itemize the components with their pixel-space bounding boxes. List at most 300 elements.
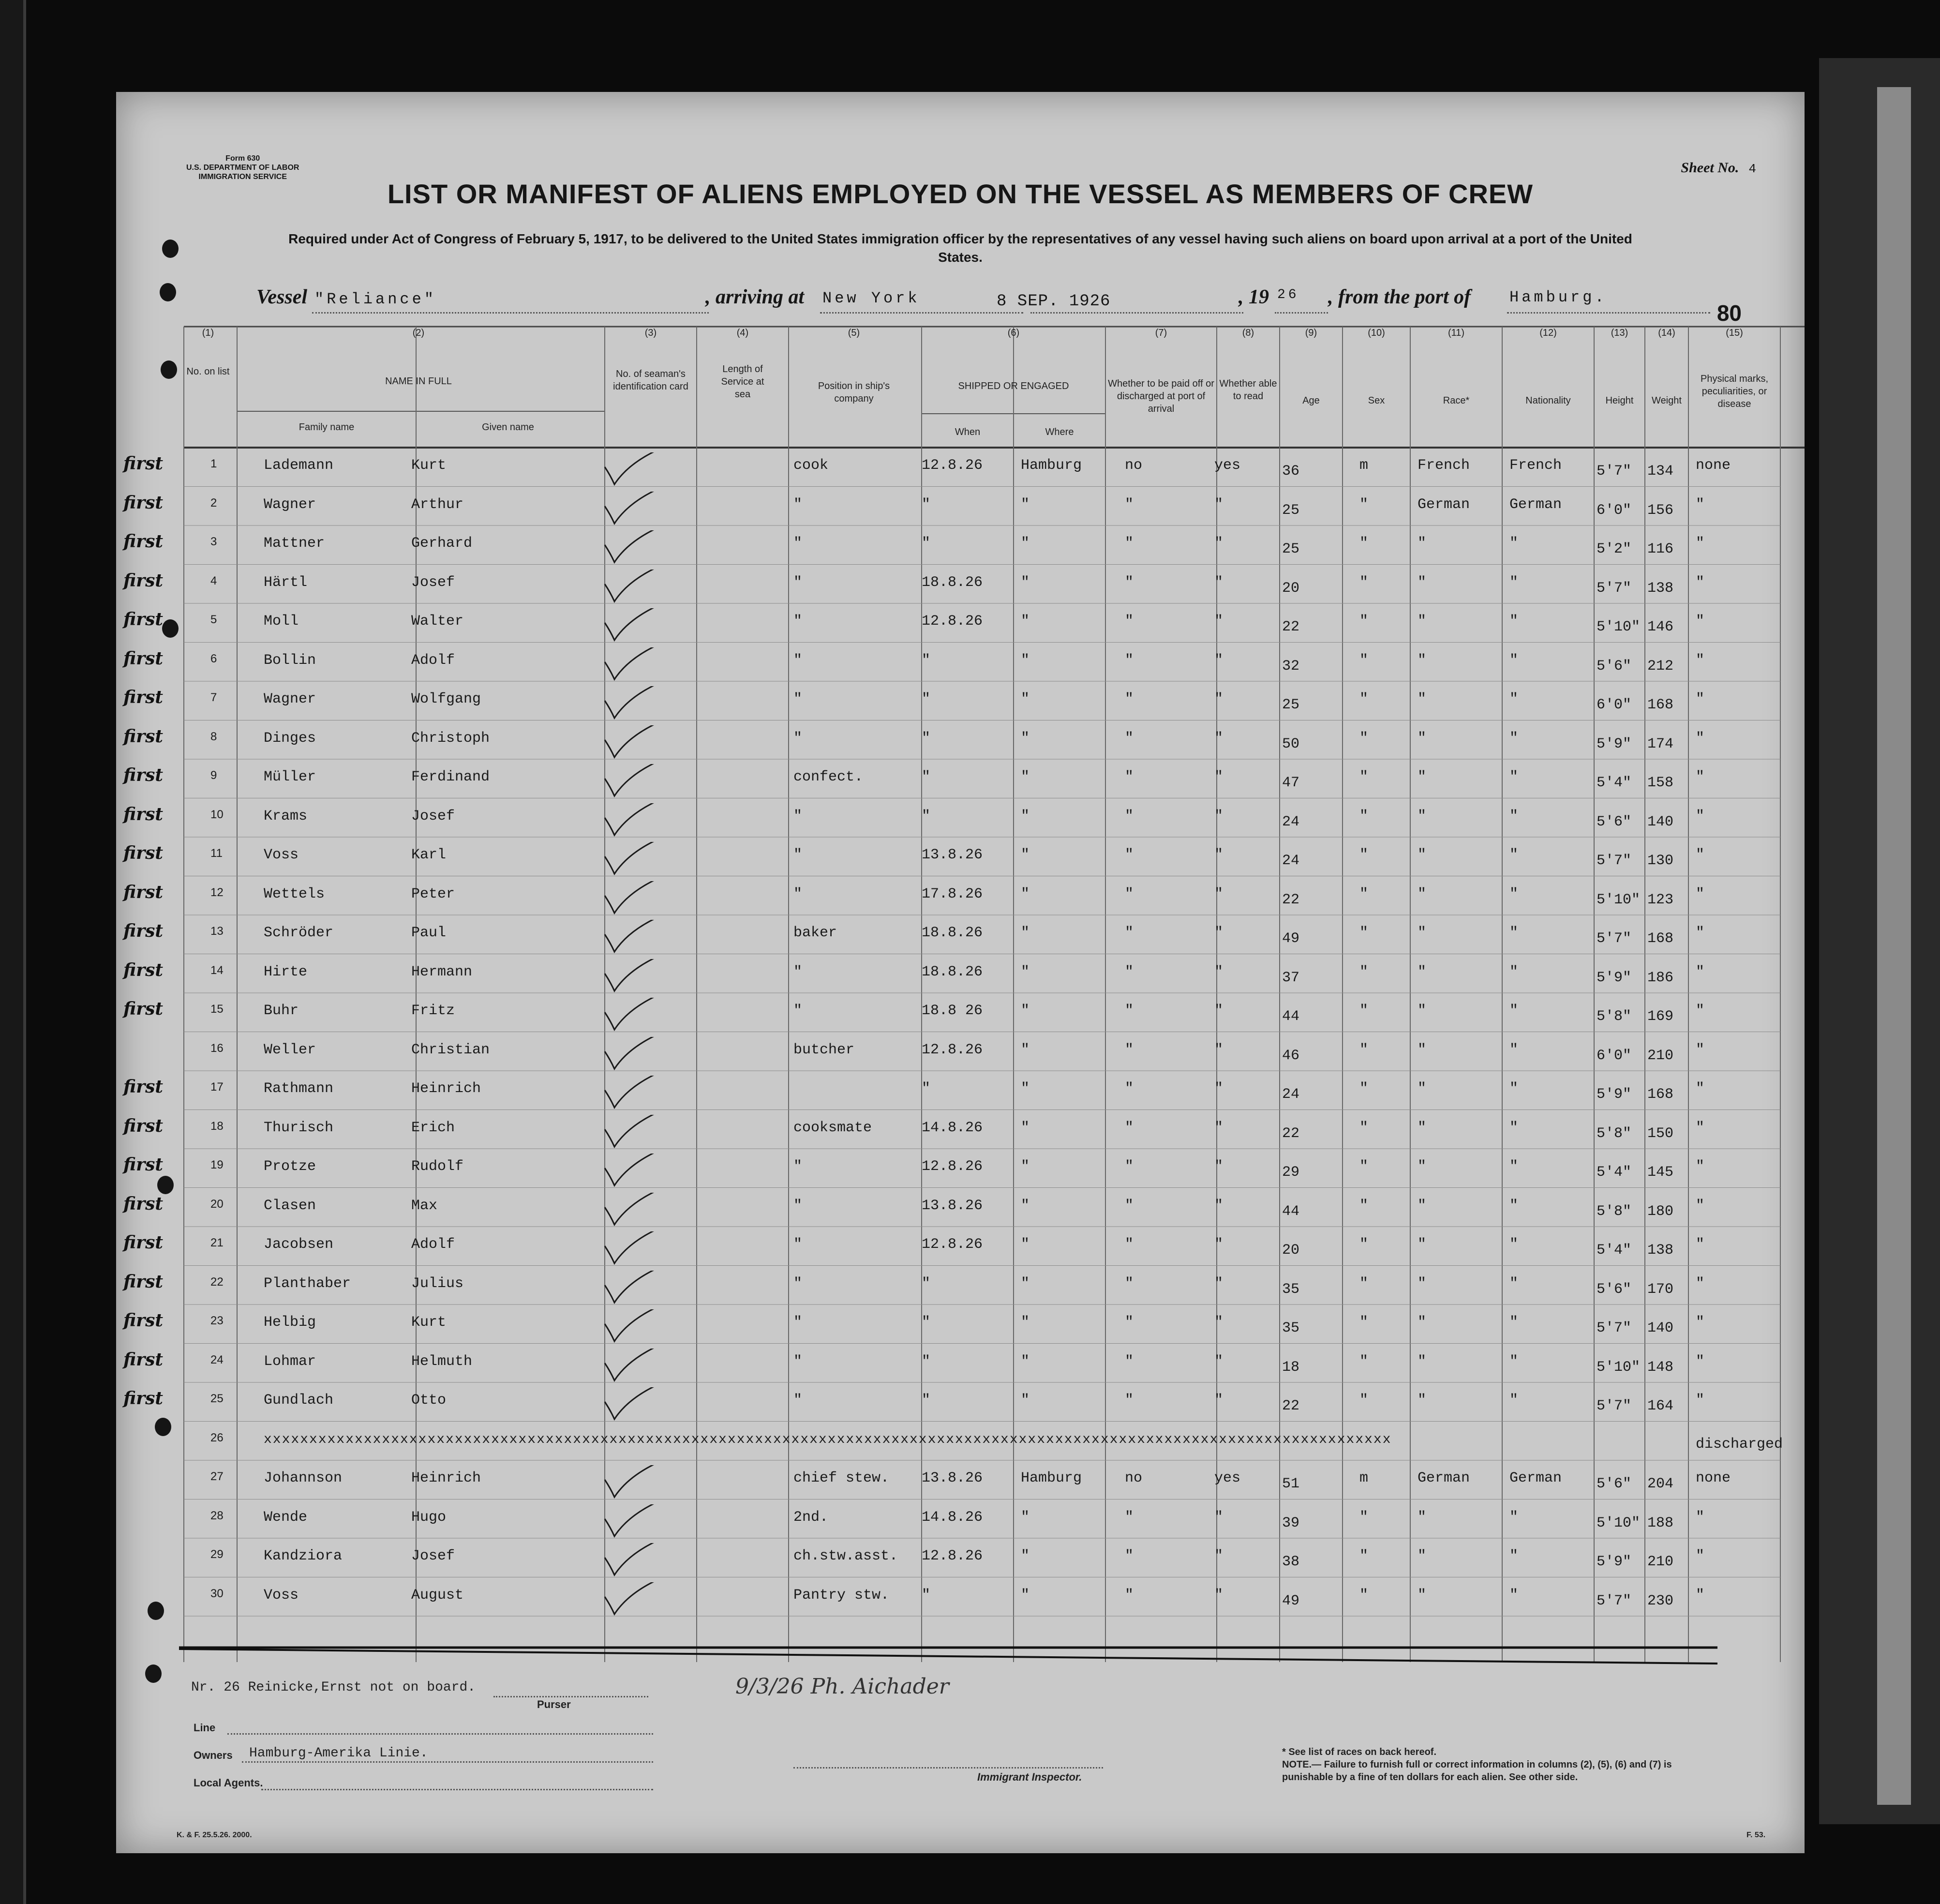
cell-age: 25 <box>1282 697 1300 713</box>
cell-weight: 145 <box>1647 1164 1674 1181</box>
sheet-number <box>1681 160 1756 176</box>
cell-position: " <box>793 730 803 747</box>
cell-when: 12.8.26 <box>922 1041 983 1058</box>
cell-paid: " <box>1125 691 1134 707</box>
cell-race: " <box>1418 574 1427 591</box>
cell-when: 14.8.26 <box>922 1509 983 1526</box>
cell-weight: 138 <box>1647 580 1674 597</box>
cell-given: Karl <box>411 847 447 863</box>
cell-age: 24 <box>1282 1086 1300 1103</box>
cell-race: " <box>1418 1236 1427 1253</box>
cell-where: " <box>1021 1119 1030 1136</box>
cell-nat: French <box>1509 457 1562 474</box>
crew-class-mark: first <box>123 999 164 1019</box>
cell-age: 50 <box>1282 735 1300 752</box>
from-port-label: , from the port of <box>1328 286 1471 308</box>
crew-class-mark: first <box>123 921 164 941</box>
card-checkmark <box>600 920 668 954</box>
binder-hole <box>162 619 179 638</box>
cell-sex: " <box>1359 1236 1369 1253</box>
cell-family: Kandziora <box>264 1548 343 1564</box>
not-on-board-note: Nr. 26 Reinicke,Ernst not on board. <box>191 1680 476 1695</box>
cell-read: " <box>1214 1236 1224 1253</box>
cell-race: " <box>1418 963 1427 980</box>
cell-read: " <box>1214 1158 1224 1175</box>
cell-no: 30 <box>210 1587 224 1600</box>
cell-where: " <box>1021 1041 1030 1058</box>
cell-no: 4 <box>210 574 217 587</box>
card-checkmark <box>600 959 668 993</box>
cell-family: Moll <box>264 613 299 630</box>
cell-no: 12 <box>210 885 224 899</box>
cell-given: Ferdinand <box>411 769 490 785</box>
cell-read: " <box>1214 1509 1224 1526</box>
cell-age: 44 <box>1282 1008 1300 1025</box>
cell-family: Planthaber <box>264 1275 351 1292</box>
cell-read: " <box>1214 1314 1224 1331</box>
card-checkmark <box>600 1076 668 1109</box>
cell-where: " <box>1021 925 1030 941</box>
cell-given: Heinrich <box>411 1470 481 1486</box>
cell-position: " <box>793 885 803 902</box>
cell-where: " <box>1021 535 1030 552</box>
cell-weight: 212 <box>1647 658 1674 675</box>
page-subtitle: Required under Act of Congress of February 5, 1917, to be delivered to the United States immigration officer by the representatives of any vessel having such aliens on board upon arrival at a port of the United States. <box>288 231 1632 265</box>
cell-weight: 168 <box>1647 697 1674 713</box>
cell-marks: " <box>1696 1314 1705 1331</box>
cell-no: 8 <box>210 730 217 743</box>
cell-nat: " <box>1509 730 1519 747</box>
arriving-port: New York <box>822 289 920 307</box>
cell-sex: " <box>1359 1587 1369 1604</box>
card-checkmark <box>600 998 668 1032</box>
card-checkmark <box>600 1154 668 1187</box>
card-checkmark <box>600 1271 668 1304</box>
cell-when: " <box>922 769 931 785</box>
cell-weight: 170 <box>1647 1281 1674 1298</box>
cell-family: Jacobsen <box>264 1236 334 1253</box>
cell-age: 38 <box>1282 1554 1300 1570</box>
cell-read: yes <box>1214 1470 1241 1486</box>
cell-height: 5'4" <box>1597 775 1632 791</box>
card-checkmark <box>600 1349 668 1382</box>
cell-race: " <box>1418 1275 1427 1292</box>
cell-given: Christoph <box>411 730 490 747</box>
cell-nat: " <box>1509 1314 1519 1331</box>
cell-no: 13 <box>210 925 224 938</box>
cell-read: " <box>1214 1003 1224 1019</box>
cell-given: Adolf <box>411 1236 455 1253</box>
cell-read: " <box>1214 691 1224 707</box>
cell-nat: " <box>1509 1392 1519 1409</box>
sheet-value: 4 <box>1748 162 1756 176</box>
cell-weight: 116 <box>1647 541 1674 557</box>
cell-weight: 130 <box>1647 853 1674 869</box>
col-position-number: (5) <box>848 328 860 338</box>
cell-family: Wagner <box>264 691 316 707</box>
cell-weight: 138 <box>1647 1242 1674 1259</box>
cell-position: " <box>793 535 803 552</box>
card-checkmark <box>600 1037 668 1071</box>
manifest-page <box>116 92 1805 1853</box>
cell-no: 14 <box>210 963 224 977</box>
cell-nat: " <box>1509 1236 1519 1253</box>
cell-age: 22 <box>1282 1398 1300 1414</box>
crew-class-mark: first <box>123 453 164 474</box>
binder-hole <box>160 283 176 301</box>
cell-race: " <box>1418 1197 1427 1214</box>
cell-position: " <box>793 1275 803 1292</box>
cell-when: " <box>922 1392 931 1409</box>
cell-when: 18.8.26 <box>922 963 983 980</box>
cell-paid: no <box>1125 457 1143 474</box>
cell-marks: " <box>1696 1080 1705 1097</box>
cell-read: yes <box>1214 457 1241 474</box>
binder-hole <box>157 1176 174 1194</box>
cell-height: 5'2" <box>1597 541 1632 557</box>
table-end-rule <box>179 1649 1717 1664</box>
crew-class-mark: first <box>123 570 164 591</box>
cell-position: " <box>793 808 803 825</box>
cell-paid: " <box>1125 1080 1134 1097</box>
cell-when: 13.8.26 <box>922 1197 983 1214</box>
cell-paid: " <box>1125 1392 1134 1409</box>
cell-when: 12.8.26 <box>922 1548 983 1564</box>
cell-nat: " <box>1509 963 1519 980</box>
cell-where: " <box>1021 730 1030 747</box>
cell-sex: " <box>1359 652 1369 669</box>
cell-where: " <box>1021 1236 1030 1253</box>
cell-where: " <box>1021 769 1030 785</box>
cell-paid: " <box>1125 1548 1134 1564</box>
cell-sex: " <box>1359 1197 1369 1214</box>
cell-family: Thurisch <box>264 1119 334 1136</box>
cell-nat: " <box>1509 691 1519 707</box>
cell-age: 25 <box>1282 541 1300 557</box>
cell-given: Heinrich <box>411 1080 481 1097</box>
col-age-header: Age <box>1302 395 1320 406</box>
cell-position: " <box>793 1392 803 1409</box>
cell-height: 5'10" <box>1597 1359 1641 1376</box>
cell-paid: " <box>1125 1119 1134 1136</box>
cell-position: ch.stw.asst. <box>793 1548 898 1564</box>
cell-family: Härtl <box>264 574 308 591</box>
cell-marks: " <box>1696 574 1705 591</box>
cell-height: 5'7" <box>1597 930 1632 947</box>
cell-sex: " <box>1359 885 1369 902</box>
inspector-signature: 9/3/26 Ph. Aichader <box>735 1674 949 1699</box>
local-agents-label: Local Agents. <box>194 1777 263 1789</box>
cell-family: Hirte <box>264 963 308 980</box>
cell-given: Christian <box>411 1041 490 1058</box>
cell-position: " <box>793 1353 803 1370</box>
crew-class-mark: first <box>123 765 164 785</box>
cell-sex: " <box>1359 1080 1369 1097</box>
cell-marks: " <box>1696 1353 1705 1370</box>
card-checkmark <box>600 608 668 642</box>
card-checkmark <box>600 1543 668 1577</box>
binder-hole <box>162 240 179 258</box>
cell-no: 6 <box>210 652 217 665</box>
cell-paid: " <box>1125 808 1134 825</box>
cell-marks: " <box>1696 691 1705 707</box>
cell-read: " <box>1214 496 1224 513</box>
cell-marks: " <box>1696 963 1705 980</box>
cell-race: " <box>1418 730 1427 747</box>
cell-weight: 210 <box>1647 1047 1674 1064</box>
cell-nat: German <box>1509 1470 1562 1486</box>
cell-race: " <box>1418 1041 1427 1058</box>
cell-position: " <box>793 847 803 863</box>
cell-family: Wende <box>264 1509 308 1526</box>
cell-sex: " <box>1359 1158 1369 1175</box>
binder-hole <box>148 1602 164 1620</box>
cell-no: 25 <box>210 1392 224 1405</box>
cell-height: 5'9" <box>1597 735 1632 752</box>
col-paid-number: (7) <box>1155 328 1167 338</box>
arriving-label: , arriving at <box>705 286 805 308</box>
cell-sex: " <box>1359 1003 1369 1019</box>
card-checkmark <box>600 1504 668 1538</box>
cell-where: " <box>1021 1003 1030 1019</box>
cell-marks: " <box>1696 1275 1705 1292</box>
cell-weight: 146 <box>1647 619 1674 635</box>
cell-race: " <box>1418 1509 1427 1526</box>
cell-race: " <box>1418 885 1427 902</box>
form-code: F. 53. <box>1746 1831 1766 1839</box>
cell-where: " <box>1021 613 1030 630</box>
cell-position: 2nd. <box>793 1509 829 1526</box>
cell-no: 17 <box>210 1080 224 1094</box>
crew-class-mark: first <box>123 1310 164 1331</box>
binder-hole <box>145 1664 162 1683</box>
cell-where: " <box>1021 1275 1030 1292</box>
col-nationality-header: Nationality <box>1525 395 1571 406</box>
cell-height: 5'6" <box>1597 813 1632 830</box>
col-age-number: (9) <box>1305 328 1317 338</box>
cell-paid: " <box>1125 1041 1134 1058</box>
cell-sex: " <box>1359 496 1369 513</box>
owners-value: Hamburg-Amerika Linie. <box>249 1746 428 1761</box>
cell-nat: " <box>1509 1080 1519 1097</box>
cell-age: 35 <box>1282 1281 1300 1298</box>
cell-race: " <box>1418 1158 1427 1175</box>
cell-given: Josef <box>411 808 455 825</box>
cell-height: 5'7" <box>1597 463 1632 480</box>
col-race-number: (11) <box>1448 328 1465 338</box>
crew-class-mark: first <box>123 959 164 980</box>
cell-no: 21 <box>210 1236 224 1249</box>
card-checkmark <box>600 1387 668 1421</box>
cell-weight: 164 <box>1647 1398 1674 1414</box>
cell-no: 3 <box>210 535 217 548</box>
card-checkmark <box>600 1115 668 1149</box>
cell-height: 5'7" <box>1597 1320 1632 1336</box>
cell-height: 6'0" <box>1597 697 1632 713</box>
cell-paid: " <box>1125 925 1134 941</box>
cell-when: 17.8.26 <box>922 885 983 902</box>
cell-race: German <box>1418 1470 1470 1486</box>
cell-age: 24 <box>1282 813 1300 830</box>
cell-read: " <box>1214 730 1224 747</box>
cell-read: " <box>1214 1587 1224 1604</box>
cell-marks: " <box>1696 535 1705 552</box>
cell-age: 49 <box>1282 930 1300 947</box>
cell-age: 46 <box>1282 1047 1300 1064</box>
cell-race: " <box>1418 1353 1427 1370</box>
cell-sex: " <box>1359 925 1369 941</box>
cell-given: Walter <box>411 613 464 630</box>
cell-when: " <box>922 730 931 747</box>
cell-age: 22 <box>1282 619 1300 635</box>
cell-height: 5'9" <box>1597 969 1632 986</box>
cell-race: " <box>1418 652 1427 669</box>
cell-read: " <box>1214 574 1224 591</box>
binder-hole <box>155 1418 171 1436</box>
cell-nat: " <box>1509 847 1519 863</box>
struck-row-marks: xxxxxxxxxxxxxxxxxxxxxxxxxxxxxxxxxxxxxxxxxxxxxxxxxxxxxxxxxxxxxxxxxxxxxxxxxxxxxxxxxxxxxxxxxxxxxxxxxxxxxxxxxxxxxxxxxxxxxxxxxxxx <box>264 1432 1392 1447</box>
cell-race: " <box>1418 691 1427 707</box>
col-when-header: When <box>955 427 981 437</box>
cell-family: Müller <box>264 769 316 785</box>
service-name: IMMIGRATION SERVICE <box>198 173 287 181</box>
cell-read: " <box>1214 1353 1224 1370</box>
cell-sex: " <box>1359 847 1369 863</box>
crew-class-mark: first <box>123 1232 164 1253</box>
col-name-header: NAME IN FULL <box>385 376 452 387</box>
col-where-header: Where <box>1045 427 1074 437</box>
cell-sex: " <box>1359 769 1369 785</box>
cell-no: 5 <box>210 613 217 626</box>
cell-where: " <box>1021 1548 1030 1564</box>
cell-nat: " <box>1509 925 1519 941</box>
cell-height: 5'6" <box>1597 1281 1632 1298</box>
cell-read: " <box>1214 1197 1224 1214</box>
crew-class-mark: first <box>123 648 164 669</box>
cell-marks: " <box>1696 1197 1705 1214</box>
col-height-header: Height <box>1605 395 1634 406</box>
cell-weight: 123 <box>1647 891 1674 908</box>
card-checkmark <box>600 647 668 681</box>
cell-read: " <box>1214 925 1224 941</box>
cell-race: " <box>1418 769 1427 785</box>
cell-paid: " <box>1125 730 1134 747</box>
cell-read: " <box>1214 535 1224 552</box>
cell-read: " <box>1214 613 1224 630</box>
cell-paid: " <box>1125 1314 1134 1331</box>
cell-no: 9 <box>210 769 217 782</box>
cell-weight: 168 <box>1647 930 1674 947</box>
cell-marks: " <box>1696 885 1705 902</box>
cell-height: 5'7" <box>1597 1592 1632 1609</box>
cell-given: Hermann <box>411 963 473 980</box>
cell-height: 5'8" <box>1597 1125 1632 1142</box>
card-checkmark <box>600 764 668 798</box>
cell-when: " <box>922 1314 931 1331</box>
card-checkmark <box>600 803 668 837</box>
cell-race: " <box>1418 808 1427 825</box>
form-number: Form 630 <box>225 154 260 163</box>
cell-race: " <box>1418 1003 1427 1019</box>
cell-paid: " <box>1125 1158 1134 1175</box>
cell-where: " <box>1021 1509 1030 1526</box>
cell-position: chief stew. <box>793 1470 890 1486</box>
cell-sex: " <box>1359 730 1369 747</box>
cell-family: Bollin <box>264 652 316 669</box>
cell-family: Schröder <box>264 925 334 941</box>
cell-age: 29 <box>1282 1164 1300 1181</box>
cell-when: 12.8.26 <box>922 613 983 630</box>
crew-class-mark: first <box>123 1193 164 1214</box>
col-sex-number: (10) <box>1368 328 1385 338</box>
cell-nat: German <box>1509 496 1562 513</box>
cell-paid: " <box>1125 574 1134 591</box>
cell-position: confect. <box>793 769 864 785</box>
cell-height: 5'4" <box>1597 1242 1632 1259</box>
cell-family: Lademann <box>264 457 334 474</box>
cell-no: 2 <box>210 496 217 510</box>
cell-when: " <box>922 652 931 669</box>
card-checkmark <box>600 492 668 525</box>
cell-weight: 156 <box>1647 502 1674 519</box>
cell-given: Paul <box>411 925 447 941</box>
cell-where: " <box>1021 691 1030 707</box>
cell-where: " <box>1021 496 1030 513</box>
cell-age: 39 <box>1282 1514 1300 1531</box>
cell-paid: " <box>1125 1275 1134 1292</box>
cell-sex: " <box>1359 1353 1369 1370</box>
crew-class-mark: first <box>123 531 164 552</box>
col-shipped-number: (6) <box>1007 328 1020 338</box>
cell-sex: " <box>1359 1548 1369 1564</box>
cell-position: " <box>793 652 803 669</box>
vessel-name: "Reliance" <box>314 290 437 308</box>
cell-height: 5'7" <box>1597 580 1632 597</box>
crew-class-mark: first <box>123 492 164 513</box>
cell-position: " <box>793 1003 803 1019</box>
cell-no: 24 <box>210 1353 224 1366</box>
cell-position: " <box>793 691 803 707</box>
cell-height: 5'4" <box>1597 1164 1632 1181</box>
cell-sex: " <box>1359 691 1369 707</box>
cell-position: " <box>793 613 803 630</box>
cell-position: " <box>793 496 803 513</box>
col-marks-header: Physical marks, peculiarities, or disease <box>1700 374 1769 409</box>
crew-class-mark: first <box>123 609 164 630</box>
cell-height: 6'0" <box>1597 502 1632 519</box>
crew-class-mark: first <box>123 1077 164 1097</box>
cell-family: Voss <box>264 1587 299 1604</box>
cell-family: Voss <box>264 847 299 863</box>
cell-given: Julius <box>411 1275 464 1292</box>
col-marks-number: (15) <box>1726 328 1743 338</box>
cell-marks: " <box>1696 496 1705 513</box>
cell-weight: 148 <box>1647 1359 1674 1376</box>
cell-height: 5'8" <box>1597 1008 1632 1025</box>
cell-age: 37 <box>1282 969 1300 986</box>
card-checkmark <box>600 881 668 915</box>
cell-paid: " <box>1125 1003 1134 1019</box>
cell-where: " <box>1021 808 1030 825</box>
cell-read: " <box>1214 1041 1224 1058</box>
cell-marks: " <box>1696 808 1705 825</box>
cell-nat: " <box>1509 1003 1519 1019</box>
cell-family: Buhr <box>264 1003 299 1019</box>
cell-weight: 150 <box>1647 1125 1674 1142</box>
cell-given: Kurt <box>411 1314 447 1331</box>
cell-weight: 204 <box>1647 1476 1674 1492</box>
crew-class-mark: first <box>123 1388 164 1409</box>
